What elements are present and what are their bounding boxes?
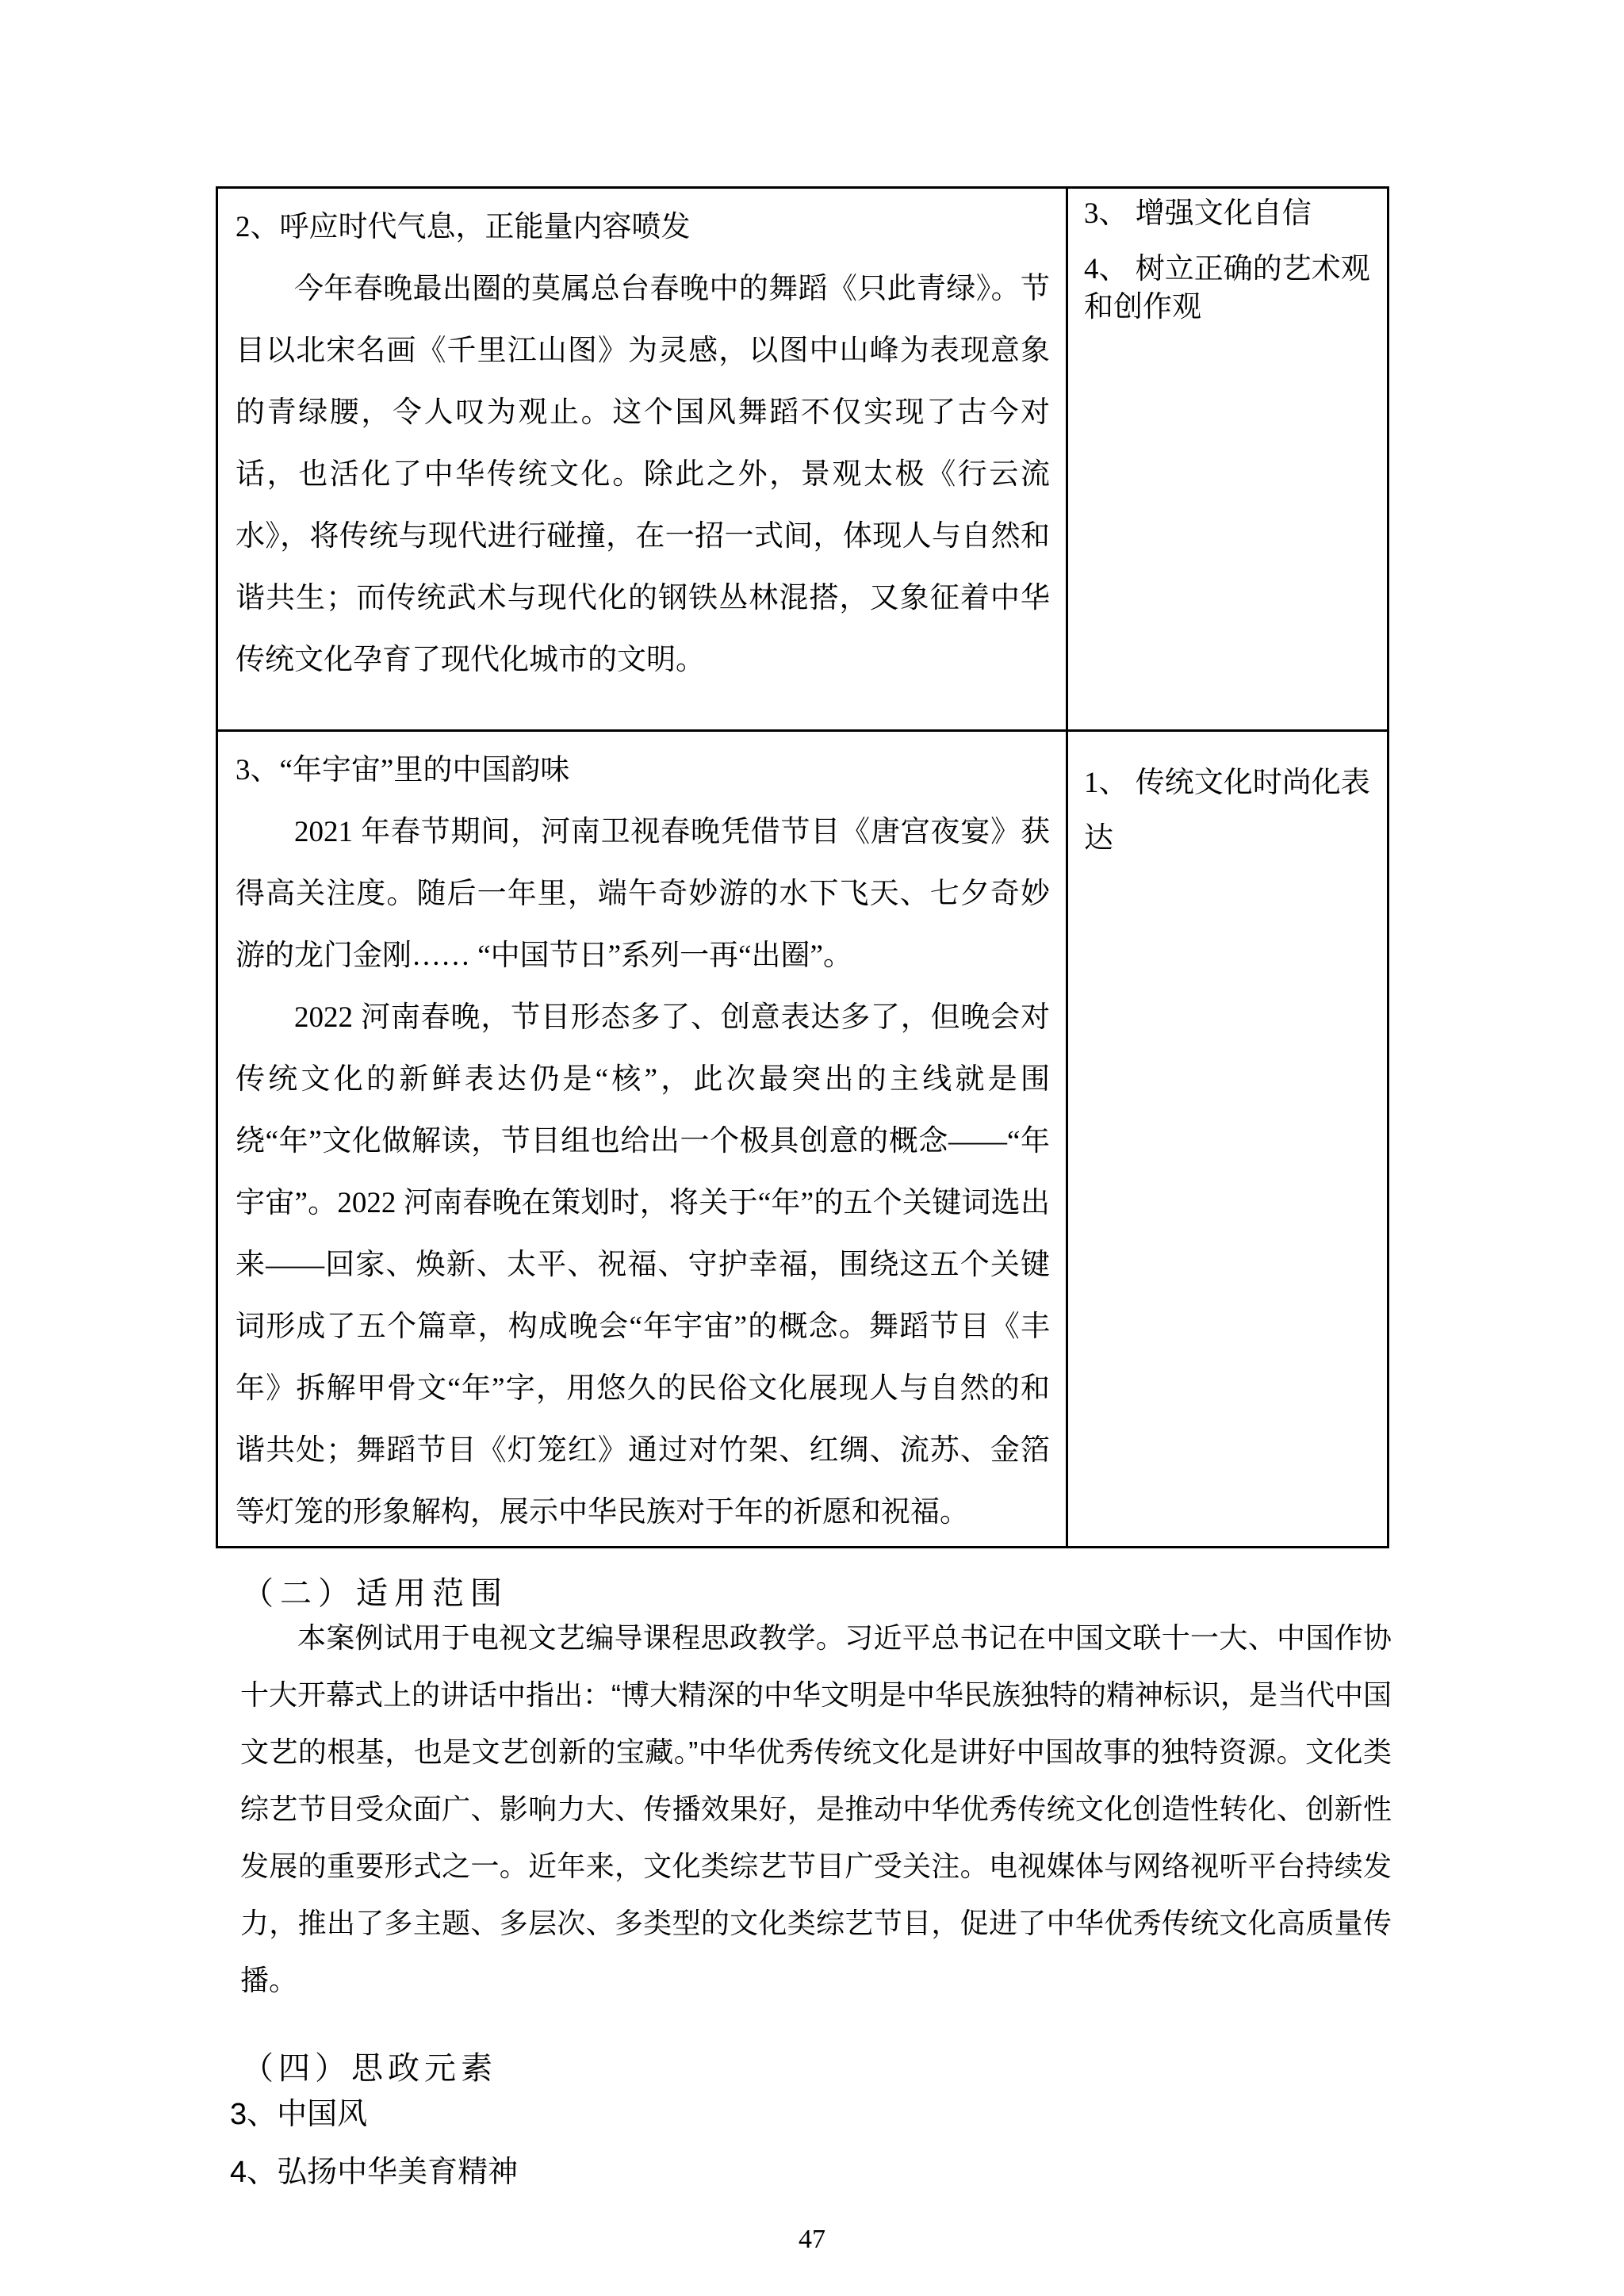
case-analysis-table	[216, 186, 1389, 1548]
ideology-element-item: 4、弘扬中华美育精神	[230, 2156, 519, 2189]
table-cell-row2-elements	[1068, 732, 1387, 1546]
row2-paragraph: 2021 年春节期间，河南卫视春晚凭借节目《唐宫夜宴》获得高关注度。随后一年里，端午奇妙游的水下飞天、七夕奇妙游的龙门金刚…… “中国节日”系列一再“出圈”。	[236, 816, 1050, 972]
ideology-element-item: 3、中国风	[230, 2098, 368, 2131]
ideology-elements-heading: （四）思政元素	[242, 2050, 497, 2086]
row2-title: 3、“年宇宙”里的中国韵味	[236, 754, 570, 786]
table-cell-row1-elements	[1068, 189, 1387, 732]
row1-title: 2、呼应时代气息，正能量内容喷发	[236, 211, 691, 243]
table-cell-row1-analysis	[218, 189, 1068, 732]
row2-element-item: 1、 传统文化时尚化表达	[1084, 767, 1370, 855]
row1-paragraph: 今年春晚最出圈的莫属总台春晚中的舞蹈《只此青绿》。节目以北宋名画《千里江山图》为灵感，以图中山峰为表现意象的青绿腰，令人叹为观止。这个国风舞蹈不仅实现了古今对话，也活化了中华传统文化。除此之外，景观太极《行云流水》，将传统与现代进行碰撞，在一招一式间，体现人与自然和谐共生；而传统武术与现代化的钢铁丛林混搭，又象征着中华传统文化孕育了现代化城市的文明。	[236, 273, 1050, 676]
row2-paragraph: 2022 河南春晚，节目形态多了、创意表达多了，但晚会对传统文化的新鲜表达仍是“核”，此次最突出的主线就是围绕“年”文化做解读，节目组也给出一个极具创意的概念——“年宇宙”。2022 河南春晚在策划时，将关于“年”的五个关键词选出来——回家、焕新、太平、祝福、守护幸福，围绕这五个关键词形成了五个篇章，构成晚会“年宇宙”的概念。舞蹈节目《丰年》拆解甲骨文“年”字，用悠久的民俗文化展现人与自然的和谐共处；舞蹈节目《灯笼红》通过对竹架、红绸、流苏、金箔等灯笼的形象解构，展示中华民族对于年的祈愿和祝福。	[236, 1001, 1050, 1529]
table-cell-row2-analysis	[218, 732, 1068, 1546]
scope-section-heading: （二）适用范围	[242, 1575, 508, 1611]
row1-element-item: 4、 树立正确的艺术观和创作观	[1084, 253, 1370, 323]
row1-element-item: 3、 增强文化自信	[1084, 197, 1312, 230]
page-number: 47	[799, 2225, 825, 2254]
scope-section-paragraph: 本案例试用于电视文艺编导课程思政教学。习近平总书记在中国文联十一大、中国作协十大开幕式上的讲话中指出：“博大精深的中华文明是中华民族独特的精神标识，是当代中国文艺的根基，也是文艺创新的宝藏。”中华优秀传统文化是讲好中国故事的独特资源。文化类综艺节目受众面广、影响力大、传播效果好，是推动中华优秀传统文化创造性转化、创新性发展的重要形式之一。近年来，文化类综艺节目广受关注。电视媒体与网络视听平台持续发力，推出了多主题、多层次、多类型的文化类综艺节目，促进了中华优秀传统文化高质量传播。	[240, 1621, 1392, 1996]
